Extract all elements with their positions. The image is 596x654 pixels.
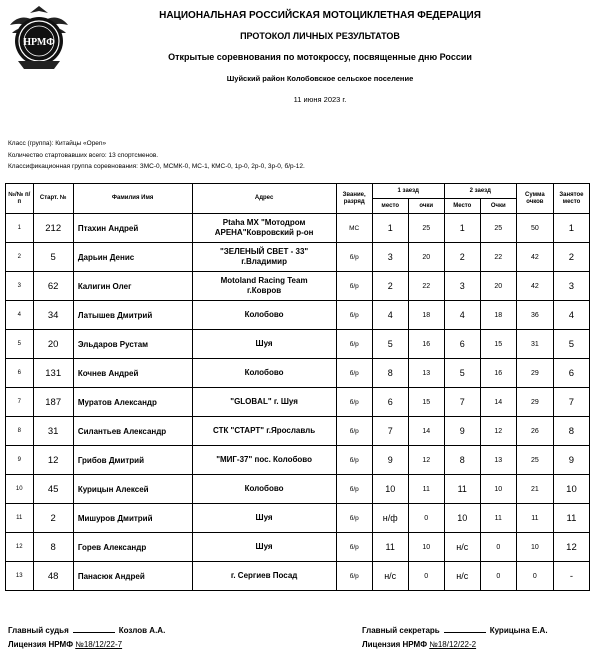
heat2-place: 10 bbox=[444, 504, 480, 533]
start-number: 20 bbox=[33, 330, 73, 359]
table-row bbox=[6, 388, 590, 417]
points-sum: 21 bbox=[516, 475, 553, 504]
final-place: 3 bbox=[553, 272, 589, 301]
points-sum: 29 bbox=[516, 359, 553, 388]
address bbox=[192, 533, 336, 562]
points-sum: 29 bbox=[516, 388, 553, 417]
final-place: 12 bbox=[553, 533, 589, 562]
heat1-place: н/ф bbox=[372, 504, 408, 533]
athlete-name: Эльдаров Рустам bbox=[73, 330, 192, 359]
heat2-place: 9 bbox=[444, 417, 480, 446]
event-date: 11 июня 2023 г. bbox=[293, 95, 347, 104]
address bbox=[192, 388, 336, 417]
address-line-1: Motoland Racing Team bbox=[220, 276, 308, 285]
row-no: 11 bbox=[6, 504, 34, 533]
heat1-place: 11 bbox=[372, 533, 408, 562]
row-no: 10 bbox=[6, 475, 34, 504]
col-points2: Очки bbox=[480, 199, 516, 214]
final-place: - bbox=[553, 562, 589, 591]
secretary-label: Главный секретарь bbox=[362, 626, 440, 635]
points-sum: 42 bbox=[516, 272, 553, 301]
heat1-place: н/с bbox=[372, 562, 408, 591]
start-number: 62 bbox=[33, 272, 73, 301]
table-row bbox=[6, 446, 590, 475]
col-sum: Сумма очков bbox=[516, 184, 553, 214]
secretary-license: №18/12/22-2 bbox=[429, 640, 477, 649]
address-line-1: Шуя bbox=[255, 513, 273, 522]
points-sum: 31 bbox=[516, 330, 553, 359]
address-line-1: Колобово bbox=[244, 368, 284, 377]
protocol-title: ПРОТОКОЛ ЛИЧНЫХ РЕЗУЛЬТАТОВ bbox=[240, 31, 400, 41]
row-no: 6 bbox=[6, 359, 34, 388]
col-address: Адрес bbox=[192, 184, 336, 214]
heat2-points: 13 bbox=[480, 446, 516, 475]
heat1-place: 10 bbox=[372, 475, 408, 504]
athlete-name: Грибов Дмитрий bbox=[73, 446, 192, 475]
final-place: 2 bbox=[553, 243, 589, 272]
athlete-name: Муратов Александр bbox=[73, 388, 192, 417]
row-no: 4 bbox=[6, 301, 34, 330]
address bbox=[192, 475, 336, 504]
athlete-name: Курицын Алексей bbox=[73, 475, 192, 504]
secretary-name: Курицына Е.А. bbox=[489, 626, 548, 635]
rank: б/р bbox=[336, 301, 372, 330]
judge-license-line bbox=[8, 640, 122, 649]
start-number: 12 bbox=[33, 446, 73, 475]
athlete-name: Кочнев Андрей bbox=[73, 359, 192, 388]
heat2-points: 22 bbox=[480, 243, 516, 272]
heat2-place: 7 bbox=[444, 388, 480, 417]
secretary-license-line bbox=[362, 640, 476, 649]
heat2-place: 6 bbox=[444, 330, 480, 359]
col-place1: место bbox=[372, 199, 408, 214]
address bbox=[192, 562, 336, 591]
points-sum: 0 bbox=[516, 562, 553, 591]
heat2-points: 16 bbox=[480, 359, 516, 388]
final-place: 5 bbox=[553, 330, 589, 359]
heat1-points: 18 bbox=[408, 301, 444, 330]
address-line-1: "GLOBAL" г. Шуя bbox=[230, 397, 298, 406]
heat2-points: 0 bbox=[480, 562, 516, 591]
table-row bbox=[6, 272, 590, 301]
heat1-place: 6 bbox=[372, 388, 408, 417]
group-line: Классификационная группа соревнования: ЗМС-0, МСМК-0, МС-1, КМС-0, 1р-0, 2р-0, 3р-0, б/р-12. bbox=[8, 163, 305, 170]
table-row bbox=[6, 504, 590, 533]
heat2-place: н/с bbox=[444, 533, 480, 562]
federation-logo bbox=[4, 3, 74, 73]
table-row bbox=[6, 214, 590, 243]
col-final-place: Занятое место bbox=[553, 184, 589, 214]
row-no: 12 bbox=[6, 533, 34, 562]
judge-name: Козлов А.А. bbox=[118, 626, 166, 635]
judge-line bbox=[8, 626, 165, 635]
col-no: №/№ п/п bbox=[6, 184, 34, 214]
heat2-points: 25 bbox=[480, 214, 516, 243]
table-row bbox=[6, 330, 590, 359]
final-place: 11 bbox=[553, 504, 589, 533]
address bbox=[192, 214, 336, 243]
final-place: 10 bbox=[553, 475, 589, 504]
table-row bbox=[6, 301, 590, 330]
row-no: 3 bbox=[6, 272, 34, 301]
heat2-place: 1 bbox=[444, 214, 480, 243]
heat2-points: 20 bbox=[480, 272, 516, 301]
heat1-place: 9 bbox=[372, 446, 408, 475]
heat1-points: 13 bbox=[408, 359, 444, 388]
address-line-1: "ЗЕЛЕНЫЙ СВЕТ - 33" bbox=[219, 247, 309, 256]
start-number: 48 bbox=[33, 562, 73, 591]
row-no: 8 bbox=[6, 417, 34, 446]
start-number: 45 bbox=[33, 475, 73, 504]
heat1-place: 1 bbox=[372, 214, 408, 243]
final-place: 9 bbox=[553, 446, 589, 475]
heat1-place: 2 bbox=[372, 272, 408, 301]
row-no: 13 bbox=[6, 562, 34, 591]
address bbox=[192, 359, 336, 388]
final-place: 6 bbox=[553, 359, 589, 388]
address-line-2: г.Владимир bbox=[241, 257, 287, 266]
final-place: 7 bbox=[553, 388, 589, 417]
points-sum: 25 bbox=[516, 446, 553, 475]
rank: б/р bbox=[336, 417, 372, 446]
athlete-name: Силантьев Александр bbox=[73, 417, 192, 446]
address-line-1: Колобово bbox=[244, 484, 284, 493]
table-row bbox=[6, 243, 590, 272]
athlete-name: Калигин Олег bbox=[73, 272, 192, 301]
heat1-points: 25 bbox=[408, 214, 444, 243]
start-number: 31 bbox=[33, 417, 73, 446]
final-place: 4 bbox=[553, 301, 589, 330]
event-place: Шуйский район Колобовское сельское поселение bbox=[226, 74, 414, 83]
heat1-points: 14 bbox=[408, 417, 444, 446]
heat1-place: 7 bbox=[372, 417, 408, 446]
address bbox=[192, 446, 336, 475]
results-table bbox=[5, 183, 590, 591]
start-number: 34 bbox=[33, 301, 73, 330]
table-row bbox=[6, 533, 590, 562]
athlete-name: Дарьин Денис bbox=[73, 243, 192, 272]
judge-label: Главный судья bbox=[8, 626, 69, 635]
col-start: Старт. № bbox=[33, 184, 73, 214]
points-sum: 36 bbox=[516, 301, 553, 330]
heat2-place: 8 bbox=[444, 446, 480, 475]
heat2-points: 14 bbox=[480, 388, 516, 417]
rank: б/р bbox=[336, 533, 372, 562]
heat1-place: 5 bbox=[372, 330, 408, 359]
heat1-points: 22 bbox=[408, 272, 444, 301]
start-number: 8 bbox=[33, 533, 73, 562]
address bbox=[192, 417, 336, 446]
heat2-place: 11 bbox=[444, 475, 480, 504]
address-line-1: "МИГ-37" пос. Колобово bbox=[216, 455, 312, 464]
federation-title: НАЦИОНАЛЬНАЯ РОССИЙСКАЯ МОТОЦИКЛЕТНАЯ ФЕДЕРАЦИЯ bbox=[159, 10, 481, 21]
heat1-points: 0 bbox=[408, 504, 444, 533]
address bbox=[192, 301, 336, 330]
start-number: 5 bbox=[33, 243, 73, 272]
athlete-name: Горев Александр bbox=[73, 533, 192, 562]
heat2-place: н/с bbox=[444, 562, 480, 591]
heat1-place: 3 bbox=[372, 243, 408, 272]
rank: б/р bbox=[336, 562, 372, 591]
col-points1: очки bbox=[408, 199, 444, 214]
event-title: Открытые соревнования по мотокроссу, посвященные дню России bbox=[168, 52, 472, 62]
rank: б/р bbox=[336, 504, 372, 533]
logo-text: НРМФ bbox=[23, 37, 55, 48]
col-heat1: 1 заезд bbox=[372, 184, 444, 199]
address-line-1: Колобово bbox=[244, 310, 284, 319]
heat1-points: 16 bbox=[408, 330, 444, 359]
col-place2: Место bbox=[444, 199, 480, 214]
col-rank: Звание, разряд bbox=[336, 184, 372, 214]
address-line-1: СТК "СТАРТ" г.Ярославль bbox=[212, 426, 316, 435]
heat1-points: 11 bbox=[408, 475, 444, 504]
address bbox=[192, 330, 336, 359]
secretary-license-label: Лицензия НРМФ bbox=[362, 640, 428, 649]
heat1-points: 20 bbox=[408, 243, 444, 272]
address bbox=[192, 504, 336, 533]
judge-license-label: Лицензия НРМФ bbox=[8, 640, 74, 649]
address-line-2: г.Ковров bbox=[247, 286, 282, 295]
col-heat2: 2 заезд bbox=[444, 184, 516, 199]
rank: б/р bbox=[336, 359, 372, 388]
rank: б/р bbox=[336, 243, 372, 272]
heat1-points: 15 bbox=[408, 388, 444, 417]
athlete-name: Латышев Дмитрий bbox=[73, 301, 192, 330]
secretary-line bbox=[362, 626, 548, 635]
points-sum: 11 bbox=[516, 504, 553, 533]
row-no: 1 bbox=[6, 214, 34, 243]
heat1-place: 8 bbox=[372, 359, 408, 388]
address-line-1: Ptaha MX "Мотодром bbox=[222, 218, 306, 227]
col-name: Фамилия Имя bbox=[73, 184, 192, 214]
heat2-points: 0 bbox=[480, 533, 516, 562]
points-sum: 50 bbox=[516, 214, 553, 243]
rank: МС bbox=[336, 214, 372, 243]
table-row bbox=[6, 562, 590, 591]
points-sum: 10 bbox=[516, 533, 553, 562]
class-line: Класс (группа): Китайцы «Open» bbox=[8, 140, 107, 147]
athlete-name: Мишуров Дмитрий bbox=[73, 504, 192, 533]
table-row bbox=[6, 417, 590, 446]
starters-line: Количество стартовавших всего: 13 спортсменов. bbox=[8, 152, 159, 159]
points-sum: 26 bbox=[516, 417, 553, 446]
row-no: 7 bbox=[6, 388, 34, 417]
address-line-1: Шуя bbox=[255, 339, 273, 348]
heat1-points: 12 bbox=[408, 446, 444, 475]
heat2-place: 2 bbox=[444, 243, 480, 272]
points-sum: 42 bbox=[516, 243, 553, 272]
row-no: 9 bbox=[6, 446, 34, 475]
heat2-points: 15 bbox=[480, 330, 516, 359]
address-line-1: г. Сергиев Посад bbox=[230, 571, 298, 580]
table-row bbox=[6, 359, 590, 388]
row-no: 5 bbox=[6, 330, 34, 359]
heat2-place: 3 bbox=[444, 272, 480, 301]
address-line-2: АРЕНА"Ковровский р-он bbox=[214, 228, 314, 237]
rank: б/р bbox=[336, 388, 372, 417]
heat2-points: 11 bbox=[480, 504, 516, 533]
heat1-points: 0 bbox=[408, 562, 444, 591]
rank: б/р bbox=[336, 475, 372, 504]
heat2-points: 18 bbox=[480, 301, 516, 330]
final-place: 8 bbox=[553, 417, 589, 446]
address bbox=[192, 272, 336, 301]
heat2-place: 4 bbox=[444, 301, 480, 330]
athlete-name: Птахин Андрей bbox=[73, 214, 192, 243]
heat2-points: 12 bbox=[480, 417, 516, 446]
judge-license: №18/12/22-7 bbox=[75, 640, 123, 649]
start-number: 187 bbox=[33, 388, 73, 417]
rank: б/р bbox=[336, 330, 372, 359]
address bbox=[192, 243, 336, 272]
start-number: 131 bbox=[33, 359, 73, 388]
start-number: 2 bbox=[33, 504, 73, 533]
athlete-name: Панасюк Андрей bbox=[73, 562, 192, 591]
table-row bbox=[6, 475, 590, 504]
heat2-place: 5 bbox=[444, 359, 480, 388]
heat1-place: 4 bbox=[372, 301, 408, 330]
heat2-points: 10 bbox=[480, 475, 516, 504]
rank: б/р bbox=[336, 272, 372, 301]
heat1-points: 10 bbox=[408, 533, 444, 562]
final-place: 1 bbox=[553, 214, 589, 243]
address-line-1: Шуя bbox=[255, 542, 273, 551]
row-no: 2 bbox=[6, 243, 34, 272]
start-number: 212 bbox=[33, 214, 73, 243]
rank: б/р bbox=[336, 446, 372, 475]
